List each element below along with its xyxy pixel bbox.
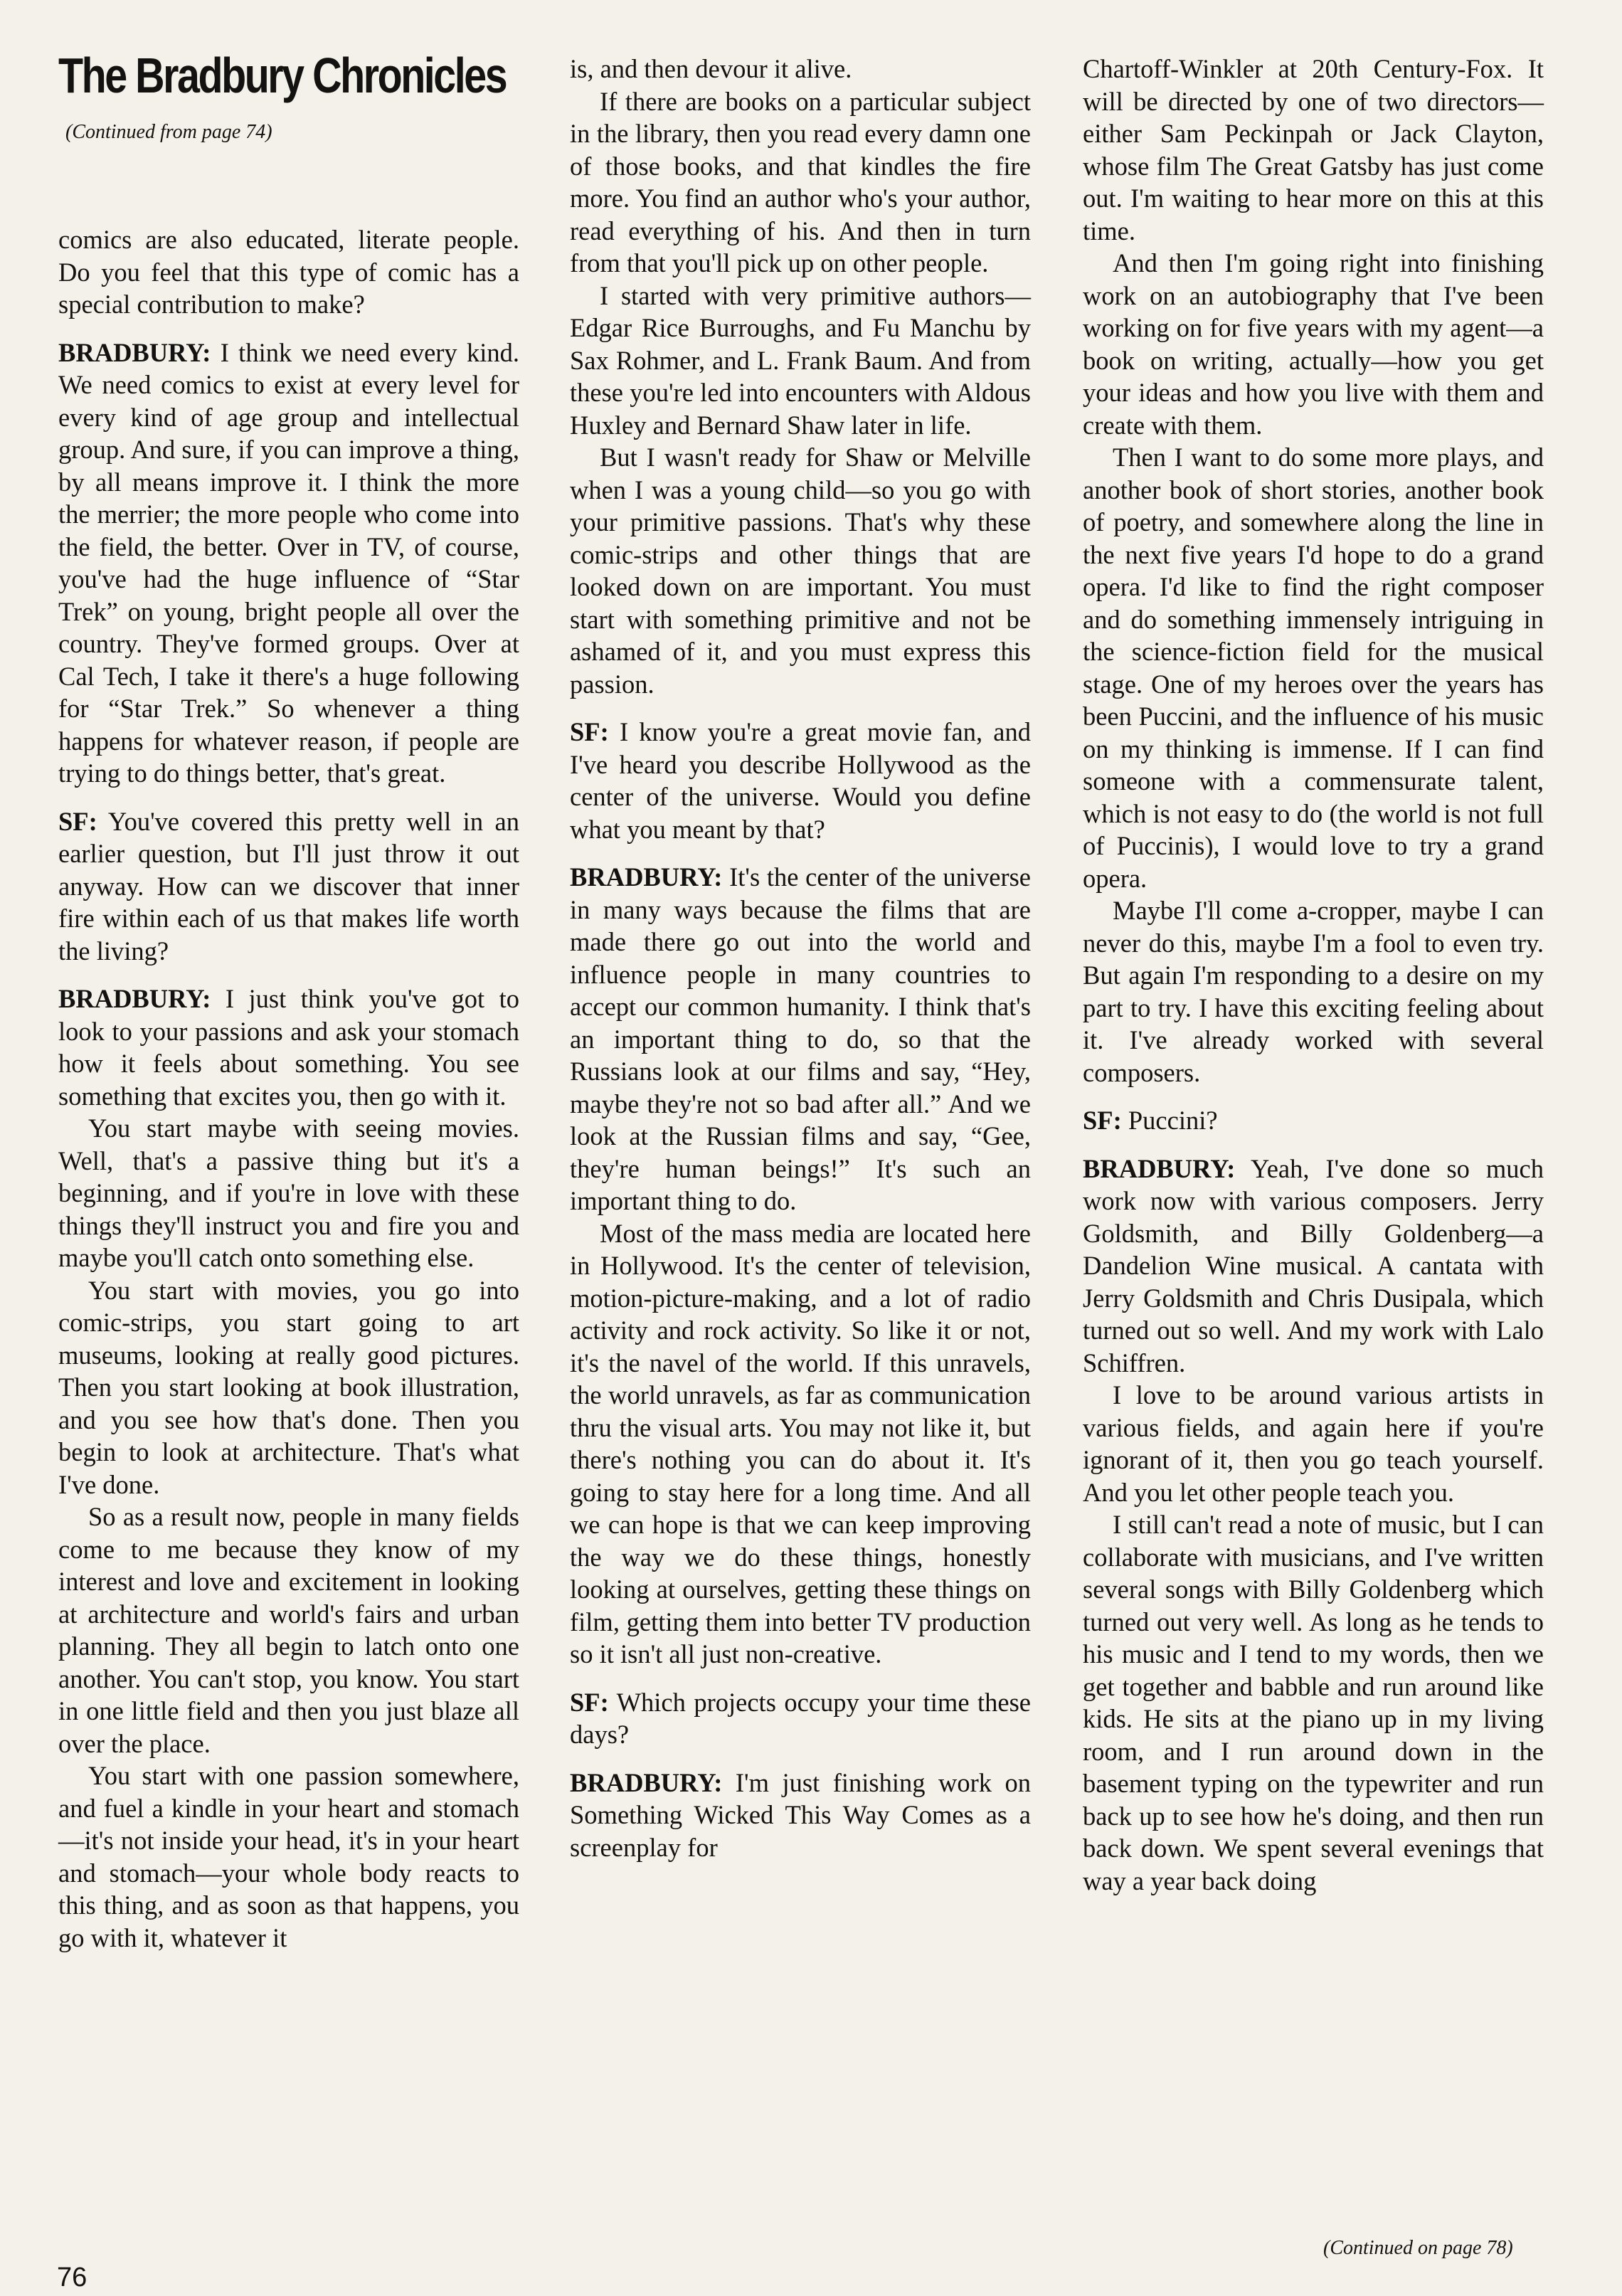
paragraph-text: comics are also educated, literate people. Do you feel that this type of comic has a special contribution to make?: [58, 225, 519, 319]
speaker-label: BRADBURY:: [58, 337, 211, 367]
paragraph: [58, 1501, 519, 1760]
paragraph: [1083, 247, 1544, 441]
paragraph: [570, 861, 1031, 1217]
paragraph-text: I love to be around various artists in various fields, and again here if you're ignorant of it, then you go teach yourself. And you let other people teach you.: [1083, 1380, 1544, 1507]
paragraph-text: If there are books on a particular subject in the library, then you read every damn one of those books, and that kindles the fire more. You find an author who's your author, read everything of his. And then in turn from that you'll pick up on other people.: [570, 86, 1031, 277]
speaker-label: BRADBURY:: [570, 862, 723, 892]
paragraph-text: But I wasn't ready for Shaw or Melville when I was a young child—so you go with your primitive passions. That's why these comic-strips and other things that are looked down on are important. You must start with something primitive and not be ashamed of it, and you must express this passion.: [570, 443, 1031, 699]
paragraph-text: I started with very primitive authors—Edgar Rice Burroughs, and Fu Manchu by Sax Rohmer, and L. Frank Baum. And from these you're led into encounters with Aldous Huxley and Bernard Shaw later in life.: [570, 280, 1031, 440]
continued-from-note: (Continued from page 74): [65, 121, 272, 143]
paragraph: [1083, 1508, 1544, 1897]
paragraph-text: Most of the mass media are located here in Hollywood. It's the center of television, motion-picture-making, and a lot of radio activity and rock activity. So like it or not, it's the navel of the world. If this unravels, the world unravels, as far as communication thru the visual arts. You may not like it, but there's nothing you can do about it. It's going to stay here for a long time. And all we can hope is that we can keep improving the way we do these things, honestly looking at ourselves, getting these things on film, getting them into better TV production so it isn't all just non-creative.: [570, 1218, 1031, 1668]
paragraph-text: So as a result now, people in many fields come to me because they know of my interest and love and excitement in looking at architecture and world's fairs and urban planning. They all begin to latch onto one another. You can't stop, you know. You start in one little field and then you just blaze all over the place.: [58, 1502, 519, 1758]
paragraph: [570, 716, 1031, 845]
paragraph-text: It's the center of the universe in many ways because the films that are made there go out into the world and influence people in many countries to accept our common humanity. I think that's an important thing to do, so that the Russians look at our films and say, “Hey, maybe they're not so bad after all.” And we look at the Russian films and say, “Gee, they're human beings!” It's such an important thing to do.: [570, 862, 1032, 1215]
paragraph: [570, 53, 1031, 85]
paragraph: [1083, 894, 1544, 1089]
paragraph-text: You've covered this pretty well in an earlier question, but I'll just throw it out anyway. How can we discover that inner fire within each of us that makes life worth the living?: [58, 806, 519, 966]
paragraph: [58, 337, 519, 790]
paragraph: [58, 805, 519, 968]
paragraph-text: Which projects occupy your time these days?: [570, 1687, 1031, 1749]
article-title: The Bradbury Chronicles: [58, 48, 507, 103]
paragraph-text: I know you're a great movie fan, and I've heard you describe Hollywood as the center of the universe. Would you define what you meant by that?: [570, 717, 1031, 844]
paragraph: [58, 983, 519, 1112]
paragraph: [1083, 53, 1544, 247]
paragraph: [570, 1217, 1031, 1671]
paragraph-text: Chartoff-Winkler at 20th Century-Fox. It will be directed by one of two directors—either Sam Peckinpah or Jack Clayton, whose film The Great Gatsby has just come out. I'm waiting to hear more on this at this time.: [1083, 54, 1544, 245]
paragraph: [1083, 1104, 1544, 1137]
continued-on-note: (Continued on page 78): [1323, 2237, 1513, 2259]
paragraph: [58, 1112, 519, 1274]
paragraph: [570, 280, 1031, 442]
paragraph: [570, 1686, 1031, 1751]
paragraph-text: I think we need every kind. We need comics to exist at every level for every kind of age group and intellectual group. And sure, if you can improve a thing, by all means improve it. I think the more the merrier; the more people who come into the field, the better. Over in TV, of course, you've had the huge influence of “Star Trek” on young, bright people all over the country. They've formed groups. Over at Cal Tech, I take it there's a huge following for “Star Trek.” So whenever a thing happens for whatever reason, if people are trying to do things better, that's great.: [58, 337, 520, 788]
speaker-label: BRADBURY:: [570, 1767, 723, 1797]
paragraph: [58, 1274, 519, 1501]
paragraph: [570, 441, 1031, 700]
paragraph-text: I'm just finishing work on Something Wicked This Way Comes as a screenplay for: [570, 1767, 1032, 1862]
column-1: [58, 48, 519, 1954]
paragraph-text: Then I want to do some more plays, and another book of short stories, another book of poetry, and somewhere along the line in the next five years I'd hope to do a grand opera. I'd like to find the right composer and do something immensely intriguing in the science-fiction field for the musical stage. One of my heroes over the years has been Puccini, and the influence of his music on my thinking is immense. If I can find someone with a commensurate talent, which is not easy to do (the world is not full of Puccinis), I would love to try a grand opera.: [1083, 443, 1544, 893]
speaker-label: SF:: [570, 717, 609, 746]
paragraph-text: You start maybe with seeing movies. Well, that's a passive thing but it's a beginning, and if you're in love with these things they'll instruct you and fire you and maybe you'll catch onto something else.: [58, 1113, 519, 1272]
paragraph: [1083, 1153, 1544, 1380]
speaker-label: SF:: [570, 1687, 609, 1717]
paragraph-text: is, and then devour it alive.: [570, 54, 852, 83]
column-1-text: [58, 223, 519, 1954]
paragraph: [58, 223, 519, 321]
column-2: [570, 53, 1031, 1863]
paragraph-text: Maybe I'll come a-cropper, maybe I can never do this, maybe I'm a fool to even try. But again I'm responding to a desire on my part to try. I have this exciting feeling about it. I've already worked with several composers.: [1083, 896, 1544, 1087]
paragraph: [570, 1767, 1031, 1864]
speaker-label: BRADBURY:: [1083, 1153, 1236, 1183]
paragraph: [58, 1760, 519, 1954]
speaker-label: SF:: [58, 806, 97, 836]
paragraph: [1083, 441, 1544, 894]
paragraph-text: You start with movies, you go into comic-strips, you start going to art museums, looking at really good pictures. Then you start looking at book illustration, and you see how that's done. Then you begin to look at architecture. That's what I've done.: [58, 1275, 519, 1499]
paragraph-text: Yeah, I've done so much work now with various composers. Jerry Goldsmith, and Billy Goldenberg—a Dandelion Wine musical. A cantata with Jerry Goldsmith and Chris Dusipala, which turned out so well. And my work with Lalo Schiffren.: [1083, 1153, 1544, 1377]
paragraph: [1083, 1379, 1544, 1508]
column-3: [1083, 53, 1544, 1897]
paragraph: [570, 85, 1031, 280]
paragraph-text: Puccini?: [1128, 1106, 1218, 1135]
paragraph-text: I still can't read a note of music, but I can collaborate with musicians, and I've written several songs with Billy Goldenberg which turned out very well. As long as he tends to his music and I tend to my words, then we get together and babble and run around like kids. He sits at the piano up in my living room, and I run around down in the basement typing on the typewriter and run back up to see how he's doing, and then run back down. We spent several evenings that way a year back doing: [1083, 1510, 1544, 1895]
page-number: 76: [57, 2263, 88, 2292]
speaker-label: SF:: [1083, 1106, 1122, 1135]
paragraph-text: I just think you've got to look to your passions and ask your stomach how it feels about something. You see something that excites you, then go with it.: [58, 984, 519, 1111]
speaker-label: BRADBURY:: [58, 984, 211, 1013]
paragraph-text: And then I'm going right into finishing work on an autobiography that I've been working on for five years with my agent—a book on writing, actually—how you get your ideas and how you live with them and create with them.: [1083, 248, 1544, 440]
column-3-text: [1083, 53, 1544, 1897]
paragraph-text: You start with one passion somewhere, and fuel a kindle in your heart and stomach—it's not inside your head, it's in your heart and stomach—your whole body reacts to this thing, and as soon as that happens, you go with it, whatever it: [58, 1761, 519, 1952]
column-2-text: [570, 53, 1031, 1863]
